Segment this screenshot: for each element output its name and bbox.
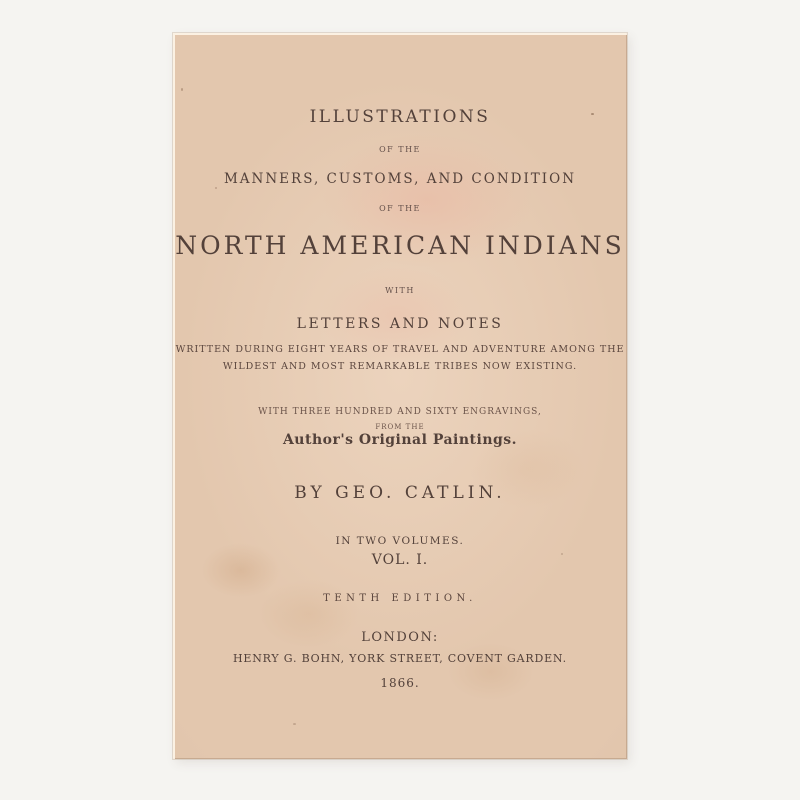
foxing-speck: [215, 187, 217, 189]
title-line-of-the-1: OF THE: [379, 145, 421, 154]
title-line-of-the-2: OF THE: [379, 204, 421, 213]
foxing-speck: [293, 723, 296, 725]
author-byline: BY GEO. CATLIN.: [294, 483, 506, 503]
title-line-manners-customs-condition: MANNERS, CUSTOMS, AND CONDITION: [223, 171, 577, 187]
title-line-letters-and-notes: LETTERS AND NOTES: [296, 316, 504, 332]
title-line-with: WITH: [385, 286, 415, 295]
title-line-illustrations: ILLUSTRATIONS: [309, 107, 491, 127]
engravings-note: WITH THREE HUNDRED AND SIXTY ENGRAVINGS,: [258, 407, 542, 417]
imprint-publisher: HENRY G. BOHN, YORK STREET, COVENT GARDEN.: [233, 652, 567, 665]
from-the-line: FROM THE: [375, 423, 425, 431]
foxing-speck: [181, 88, 183, 91]
subtitle-line-1: WRITTEN DURING EIGHT YEARS OF TRAVEL AND ADVENTURE AMONG THE: [175, 344, 625, 355]
original-paintings-line: Author's Original Paintings.: [282, 432, 518, 448]
main-title: NORTH AMERICAN INDIANS: [175, 231, 625, 260]
foxing-speck: [561, 553, 563, 555]
edition-statement: TENTH EDITION.: [323, 593, 477, 604]
imprint-year: 1866.: [380, 676, 420, 690]
subtitle-line-2: WILDEST AND MOST REMARKABLE TRIBES NOW EXISTING.: [222, 361, 578, 372]
volume-number: VOL. I.: [371, 552, 429, 568]
imprint-city: LONDON:: [361, 630, 439, 645]
volumes-statement: IN TWO VOLUMES.: [335, 535, 465, 547]
book-title-page: [173, 33, 627, 759]
foxing-speck: [591, 113, 594, 115]
